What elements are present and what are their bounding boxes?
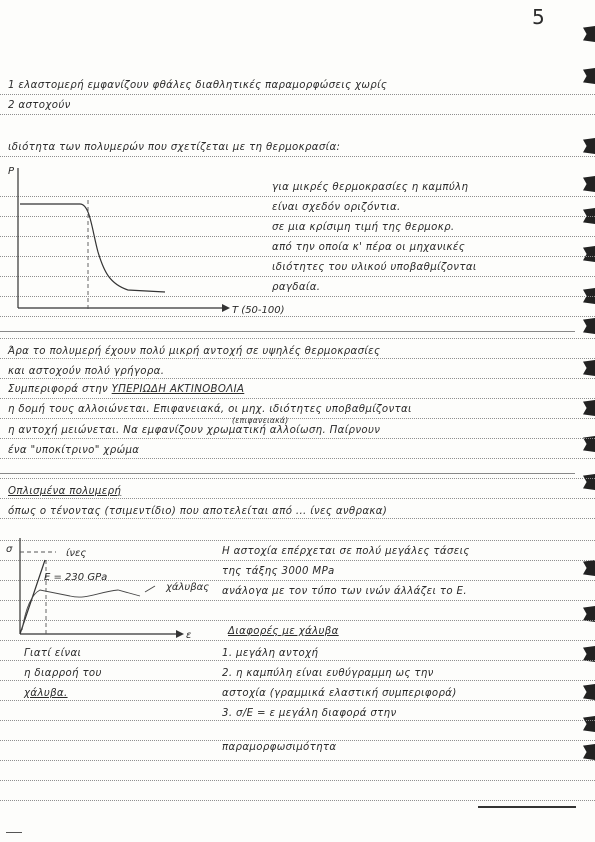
binding-mark bbox=[583, 716, 595, 732]
text-line: για μικρές θερμοκρασίες η καμπύλη bbox=[272, 182, 469, 193]
modulus-annotation: E = 230 GPa bbox=[44, 572, 108, 583]
y-axis-label: σ bbox=[6, 544, 13, 555]
text-line: ιδιότητες του υλικού υποβαθμίζονται bbox=[272, 262, 477, 273]
text-line: 1 ελαστομερή εμφανίζουν φθάλες διαθλητικές παραμορφώσεις χωρίς bbox=[8, 80, 388, 91]
side-note: Γιατί είναι bbox=[24, 648, 82, 659]
text-line: σε μια κρίσιμη τιμή της θερμοκρ. bbox=[272, 222, 455, 233]
steel-curve bbox=[22, 590, 140, 630]
binding-mark bbox=[583, 26, 595, 42]
uv-radiation-heading: ΥΠΕΡΙΩΔΗ ΑΚΤΙΝΟΒΟΛΙΑ bbox=[111, 384, 245, 395]
text-line: ανάλογα με τον τύπο των ινών άλλάζει το Ε. bbox=[222, 586, 467, 597]
ruled-line bbox=[0, 378, 595, 379]
x-axis-label: T (50-100) bbox=[232, 305, 285, 316]
bottom-stroke bbox=[478, 806, 576, 808]
fibers-label: ίνες bbox=[66, 548, 87, 559]
text-line: 3. σ/Ε = ε μεγάλη διαφορά στην bbox=[222, 708, 397, 719]
ruled-line bbox=[0, 338, 595, 339]
ruled-line bbox=[0, 720, 595, 721]
ruled-line bbox=[0, 458, 595, 459]
binding-mark bbox=[583, 744, 595, 760]
text-line bbox=[8, 384, 244, 396]
x-axis-arrow bbox=[176, 630, 184, 638]
stress-strain-graph bbox=[0, 534, 230, 644]
binding-mark bbox=[583, 560, 595, 576]
y-axis-label: P bbox=[8, 166, 15, 177]
text-line: Άρα το πολυμερή έχουν πολύ μικρή αντοχή σε υψηλές θερμοκρασίες bbox=[8, 346, 381, 357]
property-curve bbox=[20, 204, 165, 292]
ruled-line bbox=[0, 398, 595, 399]
text-fragment: Συμπεριφορά στην bbox=[8, 384, 109, 395]
text-line: 2. η καμπύλη είναι ευθύγραμμη ως την bbox=[222, 668, 434, 679]
text-line: και αστοχούν πολύ γρήγορα. bbox=[8, 366, 165, 377]
binding-mark bbox=[583, 176, 595, 192]
binding-mark bbox=[583, 68, 595, 84]
ruled-line bbox=[0, 660, 595, 661]
binding-mark bbox=[583, 246, 595, 262]
ruled-line bbox=[0, 94, 595, 95]
ruled-line bbox=[0, 800, 595, 801]
text-line: της τάξης 3000 MPa bbox=[222, 566, 335, 577]
ruled-line bbox=[0, 478, 595, 479]
text-line: Η αστοχία επέρχεται σε πολύ μεγάλες τάσεις bbox=[222, 546, 470, 557]
section-heading: Διαφορές με χάλυβα bbox=[228, 626, 339, 637]
x-axis-arrow bbox=[222, 304, 230, 312]
bottom-left-stroke bbox=[6, 832, 22, 833]
binding-mark bbox=[583, 318, 595, 334]
property-temperature-graph bbox=[0, 160, 300, 320]
annotation-note: (επιφανειακά) bbox=[232, 416, 289, 425]
ruled-line bbox=[0, 418, 595, 419]
binding-mark bbox=[583, 360, 595, 376]
ruled-line bbox=[0, 114, 595, 115]
ruled-line bbox=[0, 518, 595, 519]
binding-mark bbox=[583, 474, 595, 490]
text-line: η δομή τους αλλοιώνεται. Επιφανειακά, οι μηχ. ιδιότητες υποβαθμίζονται bbox=[8, 404, 412, 415]
ruled-line bbox=[0, 498, 595, 499]
ruled-line bbox=[0, 156, 595, 157]
ruled-line bbox=[0, 358, 595, 359]
section-heading: Οπλισμένα πολυμερή bbox=[8, 486, 122, 497]
text-line: 2 αστοχούν bbox=[8, 100, 71, 111]
text-line: 1. μεγάλη αντοχή bbox=[222, 648, 319, 659]
ruled-line bbox=[0, 740, 595, 741]
text-line: παραμορφωσιμότητα bbox=[222, 742, 337, 753]
text-line: η αντοχή μειώνεται. Να εμφανίζουν χρωματική αλλοίωση. Παίρνουν bbox=[8, 425, 381, 436]
steel-label: χάλυβας bbox=[166, 582, 210, 593]
ruled-line bbox=[0, 700, 595, 701]
binding-mark bbox=[583, 684, 595, 700]
text-line: ραγδαία. bbox=[272, 282, 321, 293]
text-line: ένα "υποκίτρινο" χρώμα bbox=[8, 445, 140, 456]
text-line: από την οποία κ' πέρα οι μηχανικές bbox=[272, 242, 466, 253]
binding-mark bbox=[583, 138, 595, 154]
text-line: ιδιότητα των πολυμερών που σχετίζεται με τη θερμοκρασία: bbox=[8, 142, 341, 153]
section-divider bbox=[0, 331, 575, 332]
side-note: η διαρροή του bbox=[24, 668, 102, 679]
section-divider bbox=[0, 473, 575, 474]
binding-mark bbox=[583, 400, 595, 416]
steel-pointer bbox=[145, 586, 155, 592]
side-note: χάλυβα. bbox=[24, 688, 68, 699]
ruled-line bbox=[0, 760, 595, 761]
text-line: όπως ο τένοντας (τσιμεντίδιο) που αποτελείται από ... ίνες ανθρακα) bbox=[8, 506, 388, 517]
ruled-line bbox=[0, 780, 595, 781]
text-line: είναι σχεδόν οριζόντια. bbox=[272, 202, 401, 213]
text-line: αστοχία (γραμμικά ελαστική συμπεριφορά) bbox=[222, 688, 457, 699]
page-number: 5 bbox=[532, 5, 546, 29]
ruled-line bbox=[0, 438, 595, 439]
x-axis-label: ε bbox=[186, 630, 192, 641]
ruled-line bbox=[0, 680, 595, 681]
